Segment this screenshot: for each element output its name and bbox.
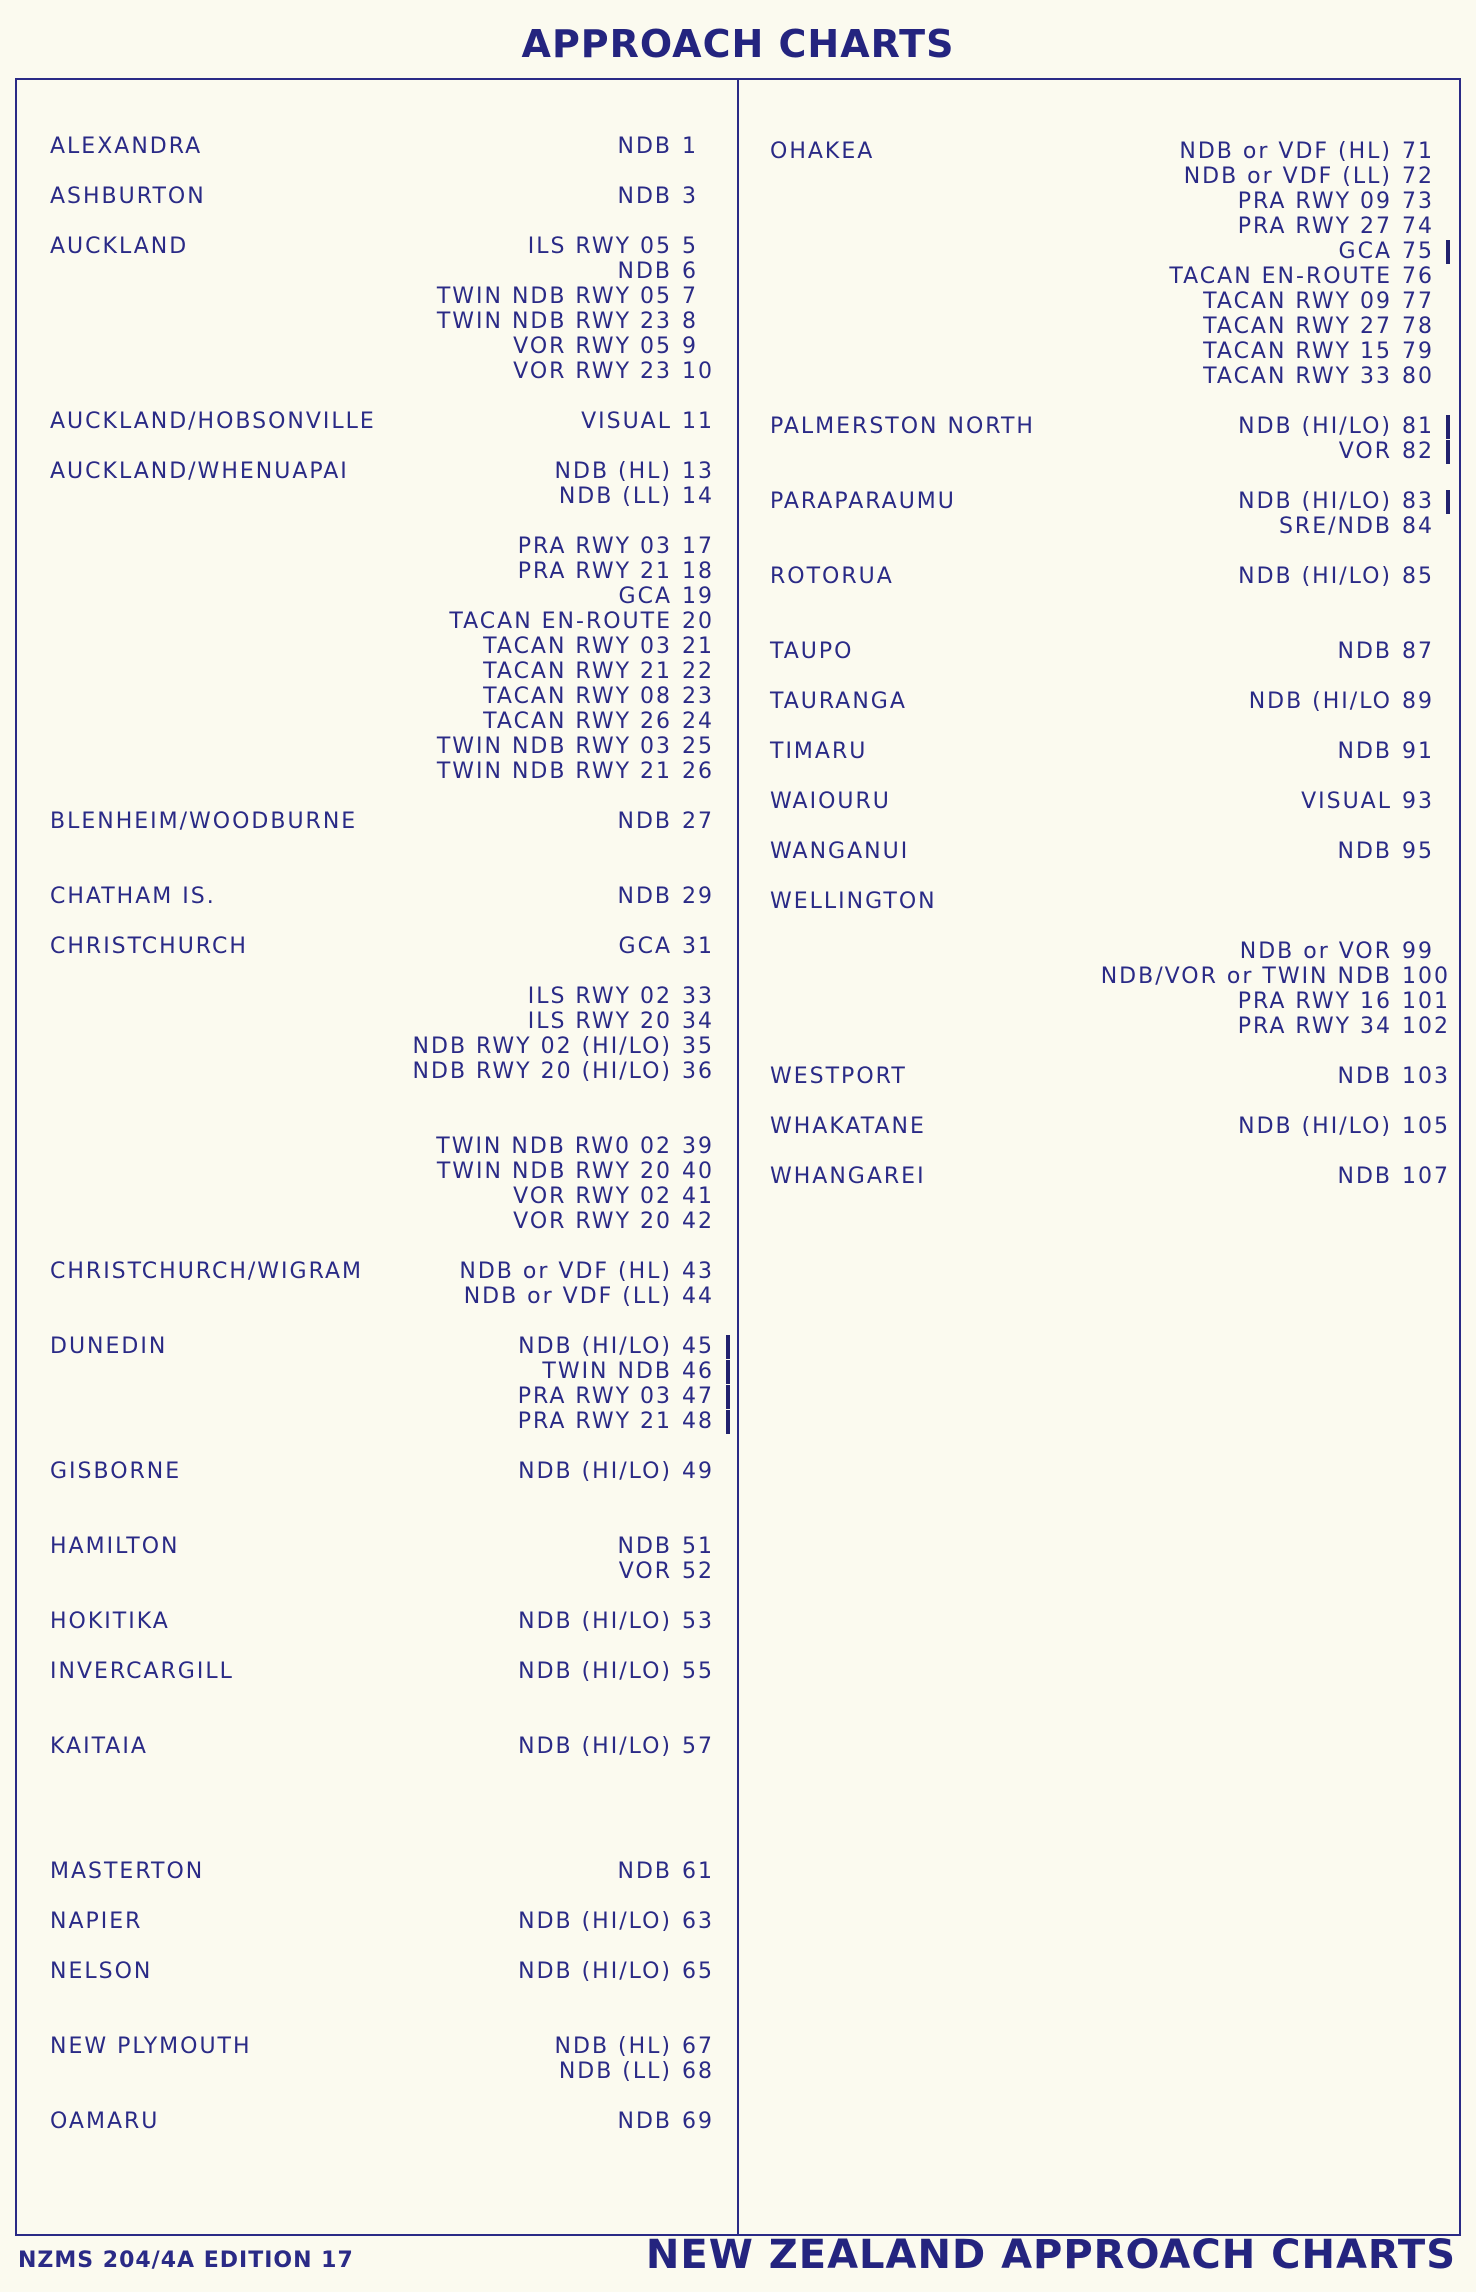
chart-line (1169, 189, 1442, 214)
chart-line (1169, 164, 1442, 189)
chart-number: 81 (1402, 414, 1434, 439)
airfield-name: WESTPORT (770, 1064, 907, 1089)
airfield-name: HAMILTON (50, 1534, 180, 1559)
chart-line (1101, 989, 1450, 1014)
chart-number: 40 (682, 1159, 714, 1184)
chart-type: PRA RWY 34 (1237, 1014, 1392, 1039)
airfield-name: NAPIER (50, 1909, 143, 1934)
chart-number: 1 (682, 134, 698, 159)
chart-line (1101, 1014, 1450, 1039)
chart-number: 20 (682, 609, 714, 634)
chart-type: NDB or VDF (LL) (463, 1284, 672, 1309)
chart-number: 99 (1402, 939, 1434, 964)
chart-number: 61 (682, 1859, 714, 1884)
chart-number: 85 (1402, 564, 1434, 589)
chart-number: 78 (1402, 314, 1434, 339)
chart-number: 5 (682, 234, 698, 259)
chart-type: VOR RWY 20 (513, 1209, 672, 1234)
airfield-name: WHAKATANE (770, 1114, 926, 1139)
chart-number: 69 (682, 2109, 714, 2134)
chart-number: 83 (1402, 489, 1434, 514)
chart-type: TWIN NDB RWY 20 (436, 1159, 672, 1184)
chart-line (1169, 314, 1442, 339)
chart-line (1169, 289, 1442, 314)
chart-type: NDB (HI/LO) (518, 1959, 672, 1984)
chart-number: 65 (682, 1959, 714, 1984)
chart-type: NDB (HI/LO) (518, 1609, 672, 1634)
airfield-name: PARAPARAUMU (770, 489, 956, 514)
chart-type: PRA RWY 09 (1237, 189, 1392, 214)
chart-number: 22 (682, 659, 714, 684)
airfield-name: OAMARU (50, 2109, 160, 2134)
chart-number: 43 (682, 1259, 714, 1284)
airfield-name: AUCKLAND/HOBSONVILLE (50, 409, 376, 434)
chart-type: PRA RWY 21 (517, 1409, 672, 1434)
chart-type: PRA RWY 27 (1237, 214, 1392, 239)
chart-line (1249, 689, 1442, 714)
chart-type: NDB RWY 20 (HI/LO) (412, 1059, 672, 1084)
chart-list (1338, 739, 1443, 764)
airfield-name: AUCKLAND/WHENUAPAI (50, 459, 349, 484)
chart-line (1169, 139, 1442, 164)
chart-type: TWIN NDB RWY 03 (436, 734, 672, 759)
chart-type: TACAN RWY 27 (1203, 314, 1392, 339)
chart-type: NDB (1337, 739, 1392, 764)
chart-number: 102 (1402, 1014, 1450, 1039)
chart-type: NDB (HI/LO) (1238, 564, 1392, 589)
chart-line (1301, 789, 1442, 814)
chart-number: 24 (682, 709, 714, 734)
chart-type: TACAN RWY 33 (1203, 364, 1392, 389)
chart-type: NDB (HL) (554, 459, 672, 484)
chart-line (1169, 264, 1442, 289)
chart-type: TACAN RWY 26 (483, 709, 672, 734)
airfield-name: WHANGAREI (770, 1164, 926, 1189)
chart-number: 89 (1402, 689, 1434, 714)
chart-type: VOR (618, 1559, 672, 1584)
chart-type: PRA RWY 03 (517, 1384, 672, 1409)
chart-type: PRA RWY 03 (517, 534, 672, 559)
edition-label: NZMS 204/4A EDITION 17 (18, 2248, 354, 2273)
chart-number: 63 (682, 1909, 714, 1934)
chart-number: 91 (1402, 739, 1434, 764)
airfield-name: TAUPO (770, 639, 854, 664)
airfield-name: DUNEDIN (50, 1334, 168, 1359)
chart-number: 95 (1402, 839, 1434, 864)
airfield-name: CHATHAM IS. (50, 884, 216, 909)
chart-type: ILS RWY 05 (527, 234, 672, 259)
chart-type: GCA (618, 584, 672, 609)
chart-number: 45 (682, 1334, 714, 1359)
chart-type: NDB (617, 184, 672, 209)
airfield-name: HOKITIKA (50, 1609, 170, 1634)
chart-type: NDB (617, 1859, 672, 1884)
chart-number: 72 (1402, 164, 1434, 189)
chart-line (1101, 939, 1442, 964)
airfield-name: ROTORUA (770, 564, 894, 589)
chart-number: 31 (682, 934, 714, 959)
chart-type: NDB (617, 1534, 672, 1559)
chart-type: NDB (LL) (558, 2059, 672, 2084)
chart-list (1337, 1064, 1450, 1089)
chart-number: 77 (1402, 289, 1434, 314)
chart-number: 68 (682, 2059, 714, 2084)
chart-number: 51 (682, 1534, 714, 1559)
chart-line (1238, 489, 1442, 514)
chart-number: 10 (682, 359, 714, 384)
chart-line (1337, 1064, 1450, 1089)
chart-type: NDB (617, 2109, 672, 2134)
chart-line (1100, 964, 1450, 989)
chart-number: 36 (682, 1059, 714, 1084)
chart-list (1338, 639, 1443, 664)
chart-type: VOR RWY 02 (513, 1184, 672, 1209)
chart-line (1169, 239, 1442, 264)
chart-number: 67 (682, 2034, 714, 2059)
chart-line (1238, 414, 1442, 439)
chart-number: 19 (682, 584, 714, 609)
chart-list (1337, 1164, 1450, 1189)
chart-type: NDB (1337, 839, 1392, 864)
airfield-name: WELLINGTON (770, 889, 937, 914)
chart-number: 57 (682, 1734, 714, 1759)
chart-line (1338, 839, 1443, 864)
chart-number: 73 (1402, 189, 1434, 214)
chart-type: NDB (HI/LO) (518, 1334, 672, 1359)
chart-number: 76 (1402, 264, 1434, 289)
chart-type: NDB or VOR (1239, 939, 1392, 964)
chart-type: VOR RWY 23 (513, 359, 672, 384)
airfield-name: CHRISTCHURCH/WIGRAM (50, 1259, 364, 1284)
airfield-name: OHAKEA (770, 139, 875, 164)
chart-number: 18 (682, 559, 714, 584)
chart-number: 25 (682, 734, 714, 759)
chart-number: 39 (682, 1134, 714, 1159)
chart-type: VISUAL (581, 409, 672, 434)
chart-line (1169, 214, 1442, 239)
chart-number: 11 (682, 409, 714, 434)
chart-type: NDB (HI/LO) (1238, 489, 1392, 514)
chart-number: 75 (1402, 239, 1434, 264)
airfield-name: AUCKLAND (50, 234, 189, 259)
airfield-name: NELSON (50, 1959, 153, 1984)
chart-type: NDB/VOR or TWIN NDB (1100, 964, 1392, 989)
chart-type: VOR (1338, 439, 1392, 464)
airfield-name: ASHBURTON (50, 184, 206, 209)
chart-type: ILS RWY 20 (527, 1009, 672, 1034)
chart-number: 44 (682, 1284, 714, 1309)
chart-type: NDB (HL) (554, 2034, 672, 2059)
page-title: APPROACH CHARTS (521, 22, 955, 66)
chart-number: 17 (682, 534, 714, 559)
chart-line (1238, 564, 1442, 589)
airfield-name: WANGANUI (770, 839, 910, 864)
chart-number: 46 (682, 1359, 714, 1384)
chart-number: 93 (1402, 789, 1434, 814)
chart-number: 9 (682, 334, 698, 359)
chart-number: 105 (1402, 1114, 1450, 1139)
chart-type: TACAN RWY 15 (1203, 339, 1392, 364)
airfield-name: BLENHEIM/WOODBURNE (50, 809, 358, 834)
chart-type: ILS RWY 02 (527, 984, 672, 1009)
chart-list (1249, 689, 1442, 714)
chart-number: 6 (682, 259, 698, 284)
chart-number: 53 (682, 1609, 714, 1634)
chart-type: NDB RWY 02 (HI/LO) (412, 1034, 672, 1059)
chart-line (1337, 1164, 1450, 1189)
chart-type: NDB (1337, 1164, 1392, 1189)
airfield-name: TIMARU (770, 739, 868, 764)
airfield-name: WAIOURU (770, 789, 891, 814)
chart-number: 27 (682, 809, 714, 834)
chart-type: NDB (617, 134, 672, 159)
chart-type: TACAN EN-ROUTE (1169, 264, 1392, 289)
chart-list (1238, 414, 1442, 464)
chart-list (1100, 939, 1450, 1039)
chart-type: TACAN RWY 09 (1203, 289, 1392, 314)
chart-type: SRE/NDB (1278, 514, 1392, 539)
chart-number: 7 (682, 284, 698, 309)
chart-type: NDB (1337, 639, 1392, 664)
chart-number: 3 (682, 184, 698, 209)
chart-number: 79 (1402, 339, 1434, 364)
chart-type: NDB (1337, 1064, 1392, 1089)
chart-line (1338, 639, 1443, 664)
chart-number: 107 (1402, 1164, 1450, 1189)
chart-type: TWIN NDB RW0 02 (436, 1134, 672, 1159)
chart-number: 29 (682, 884, 714, 909)
chart-line (1169, 364, 1442, 389)
chart-type: NDB (617, 884, 672, 909)
chart-type: TWIN NDB RWY 23 (436, 309, 672, 334)
chart-number: 48 (682, 1409, 714, 1434)
chart-type: NDB (HI/LO) (518, 1459, 672, 1484)
chart-type: NDB (LL) (558, 484, 672, 509)
chart-number: 41 (682, 1184, 714, 1209)
chart-number: 8 (682, 309, 698, 334)
airfield-name: GISBORNE (50, 1459, 182, 1484)
chart-type: NDB (617, 259, 672, 284)
airfield-name: PALMERSTON NORTH (770, 414, 1035, 439)
chart-list (1238, 489, 1442, 539)
chart-type: NDB (HI/LO) (1238, 414, 1392, 439)
chart-line (1238, 439, 1442, 464)
chart-type: NDB (617, 809, 672, 834)
chart-number: 21 (682, 634, 714, 659)
chart-type: TWIN NDB (542, 1359, 672, 1384)
chart-list (1238, 1114, 1450, 1139)
chart-list (1169, 139, 1442, 389)
chart-list (1301, 789, 1442, 814)
chart-number: 100 (1402, 964, 1450, 989)
chart-type: TACAN RWY 08 (483, 684, 672, 709)
chart-number: 49 (682, 1459, 714, 1484)
chart-number: 23 (682, 684, 714, 709)
chart-type: PRA RWY 21 (517, 559, 672, 584)
chart-line (1238, 514, 1442, 539)
chart-number: 34 (682, 1009, 714, 1034)
chart-line (1338, 739, 1443, 764)
airfield-name: CHRISTCHURCH (50, 934, 248, 959)
chart-type: TACAN EN-ROUTE (449, 609, 672, 634)
chart-number: 13 (682, 459, 714, 484)
chart-number: 103 (1402, 1064, 1450, 1089)
chart-number: 55 (682, 1659, 714, 1684)
chart-type: GCA (618, 934, 672, 959)
chart-type: GCA (1338, 239, 1392, 264)
airfield-name: ALEXANDRA (50, 134, 203, 159)
chart-number: 14 (682, 484, 714, 509)
chart-type: NDB or VDF (LL) (1183, 164, 1392, 189)
chart-type: TWIN NDB RWY 05 (436, 284, 672, 309)
chart-type: TWIN NDB RWY 21 (436, 759, 672, 784)
chart-number: 101 (1402, 989, 1450, 1014)
chart-type: VISUAL (1301, 789, 1392, 814)
chart-line (1169, 339, 1442, 364)
chart-type: NDB (HI/LO) (518, 1909, 672, 1934)
series-title: NEW ZEALAND APPROACH CHARTS (645, 2232, 1456, 2278)
airfield-name: NEW PLYMOUTH (50, 2034, 252, 2059)
chart-type: NDB (HI/LO) (518, 1659, 672, 1684)
chart-number: 80 (1402, 364, 1434, 389)
chart-type: NDB (HI/LO) (518, 1734, 672, 1759)
chart-type: NDB or VDF (HL) (459, 1259, 672, 1284)
chart-type: NDB (HI/LO) (1238, 1114, 1392, 1139)
chart-line (1238, 1114, 1450, 1139)
chart-type: PRA RWY 16 (1237, 989, 1392, 1014)
chart-number: 47 (682, 1384, 714, 1409)
chart-number: 26 (682, 759, 714, 784)
chart-type: TACAN RWY 03 (483, 634, 672, 659)
chart-number: 42 (682, 1209, 714, 1234)
airfield-name: TAURANGA (770, 689, 907, 714)
chart-number: 74 (1402, 214, 1434, 239)
chart-type: NDB (HI/LO (1248, 689, 1392, 714)
chart-type: VOR RWY 05 (513, 334, 672, 359)
chart-number: 84 (1402, 514, 1434, 539)
chart-number: 71 (1402, 139, 1434, 164)
chart-number: 33 (682, 984, 714, 1009)
chart-list (1238, 564, 1442, 589)
chart-type: TACAN RWY 21 (483, 659, 672, 684)
airfield-name: MASTERTON (50, 1859, 205, 1884)
airfield-name: KAITAIA (50, 1734, 148, 1759)
chart-number: 35 (682, 1034, 714, 1059)
chart-number: 82 (1402, 439, 1434, 464)
chart-number: 52 (682, 1559, 714, 1584)
chart-list (1338, 839, 1443, 864)
airfield-name: INVERCARGILL (50, 1659, 234, 1684)
chart-type: NDB or VDF (HL) (1179, 139, 1392, 164)
chart-number: 87 (1402, 639, 1434, 664)
